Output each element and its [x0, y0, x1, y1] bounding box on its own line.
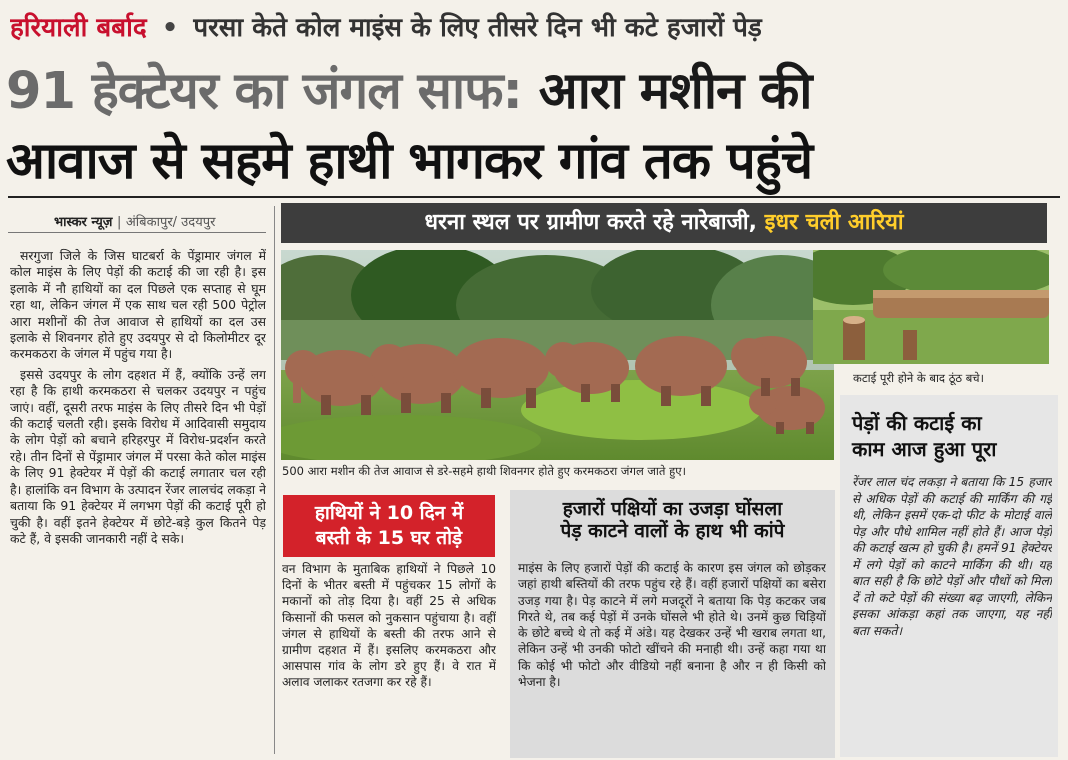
photo-banner	[281, 203, 1047, 243]
headline-line-1	[6, 60, 811, 124]
stumps-photo	[813, 250, 1049, 364]
headline-rule	[8, 196, 1060, 198]
birds-story-title-line-2: पेड़ काटने वालों के हाथ भी कांपे	[560, 520, 785, 542]
elephant-story-title	[283, 495, 495, 557]
elephants-photo-caption: 500 आरा मशीन की तेज आवाज से डरे-सहमे हाथी शिवनगर होते हुए करमकठरा जंगल जाते हुए।	[282, 464, 686, 478]
side-story-title-line-2: काम आज हुआ पूरा	[852, 437, 997, 461]
elephant-story-body: वन विभाग के मुताबिक हाथियों ने पिछले 10 दिनों के भीतर बस्ती में पहुंचकर 15 लोगों के मकानों को तोड़ दिया है। वहीं 25 से अधिक किसानों की फसल को नुकसान पहुंचाया है। वहीं जंगल से हाथियों के बस्ती की तरफ आने से ग्रामीण दहशत में हैं। इसलिए करमकठरा और आसपास गांव के लोग डरे हुए हैं। वे रात में अलाव जलाकर रतजगा कर रहे हैं।	[282, 562, 496, 690]
main-story-para-2: इससे उदयपुर के लोग दहशत में हैं, क्योंकि उन्हें लग रहा है कि हाथी करमकठरा से चलकर उदयपुर न पहुंच जाएं। वहीं, दूसरी तरफ माइंस के लिए तीसरे दिन भी पेड़ों की कटाई चलती रही। इसके विरोध में आदिवासी समुदाय के लोग पेड़ों को बचाने हरिहरपुर में विरोध-प्रदर्शन करते रहे। तीन दिनों से पेंड्रामार जंगल में परसा केते कोल माइंस के लिए 91 हेक्टेयर में पेड़ों की कटाई लगातार चल रही है। हालांकि वन विभाग के उत्पादन रेंजर लालचंद लकड़ा ने बताया कि 91 हेक्टेयर में लगभग पेड़ों की कटाई पूरी हो चुकी है। वहीं इतने हेक्टेयर में छोटे-बड़े कुल कितने पेड़ कटे हैं, वे इसकी जानकारी नहीं दे सके।	[10, 366, 266, 546]
birds-story-body: माइंस के लिए हजारों पेड़ों की कटाई के कारण इस जंगल को छोड़कर जहां हाथी बस्तियों की तरफ पहुंच रहे हैं। वहीं हजारों पक्षियों का बसेरा उजड़ गया है। पेड़ काटने में लगे मजदूरों ने बताया कि पेड़ कटकर जब गिरते थे, तब कई पेड़ों में उनके घोंसले भी होते थे। उनमें कुछ चिड़ियों के छोटे बच्चे थे तो कई में अंडे। यह देखकर उन्हें भी खराब लगता था, लेकिन उन्हें भी उनकी फोटो खींचने की मनाही थी। उन्हें कहा गया था कि कोई भी फोटो और वीडियो नहीं बनाना है और न ही किसी को भेजना है।	[518, 561, 826, 690]
main-story-para-1: सरगुजा जिले के जिस घाटबर्रा के पेंड्रामार जंगल में कोल माइंस के लिए पेड़ों की कटाई की जा रही है। इस इलाके में नौ हाथियों का दल पिछले एक सप्ताह से घूम रहा था, लेकिन जंगल में एक साथ चल रही 500 पेट्रोल आरा मशीनों की तेज आवाज से हाथियों का दल उस इलाके से शिवनगर होते हुए उदयपुर से दो किलोमीटर दूर करमकठरा के जंगल में पहुंच गया है।	[10, 248, 266, 362]
banner-part-2: इधर चली आरियां	[764, 210, 904, 235]
birds-story-title-line-1: हजारों पक्षियों का उजड़ा घोंसला	[562, 498, 783, 520]
elephant-story-title-line-2: बस्ती के 15 घर तोड़े	[315, 527, 463, 549]
byline	[54, 212, 215, 230]
elephant-story-title-line-1: हाथियों ने 10 दिन में	[314, 502, 464, 524]
headline-line-2: आवाज से सहमे हाथी भागकर गांव तक पहुंचे	[6, 132, 813, 191]
byline-separator: |	[116, 215, 122, 230]
banner-part-1: धरना स्थल पर ग्रामीण करते रहे नारेबाजी,	[424, 210, 757, 235]
main-story-body	[10, 248, 266, 753]
stumps-photo-caption: कटाई पूरी होने के बाद ठूंठ बचे।	[853, 371, 984, 385]
kicker-label: हरियाली बर्बाद	[10, 13, 147, 43]
headline-part-2: आरा मशीन की	[538, 62, 812, 121]
kicker-bullet: •	[161, 13, 179, 43]
byline-agency: भास्कर न्यूज़	[54, 215, 113, 230]
kicker-line	[10, 8, 1060, 48]
headline-part-1: 91 हेक्टेयर का जंगल साफ:	[6, 62, 522, 121]
byline-place: अंबिकापुर/ उदयपुर	[125, 215, 216, 230]
byline-rule	[8, 232, 266, 233]
kicker-text: परसा केते कोल माइंस के लिए तीसरे दिन भी कटे हजारों पेड़	[193, 13, 762, 43]
side-story-title	[852, 410, 1052, 462]
column-divider	[274, 206, 275, 754]
birds-story-title	[510, 498, 835, 542]
side-story-body: रेंजर लाल चंद लकड़ा ने बताया कि 15 हजार से अधिक पेड़ों की कटाई की मार्किंग की गई थी, लेकिन इसमें एक-दो फीट के मोटाई वाले पेड़ और पौधे शामिल नहीं होते हैं। आज पेड़ों की कटाई खत्म हो चुकी है। हमनें 91 हेक्टेयर में लगे पेड़ों को काटने मार्किंग की थी। यह बात सही है कि छोटे पेड़ों और पौधों को मिला दें तो कटे पेड़ों की संख्या बढ़ जाएगी, लेकिन इसका आंकड़ा कहां तक जाएगा, यह नहीं बता सकते।	[852, 475, 1052, 638]
side-story-title-line-1: पेड़ों की कटाई का	[852, 411, 982, 435]
elephants-photo	[281, 250, 834, 460]
